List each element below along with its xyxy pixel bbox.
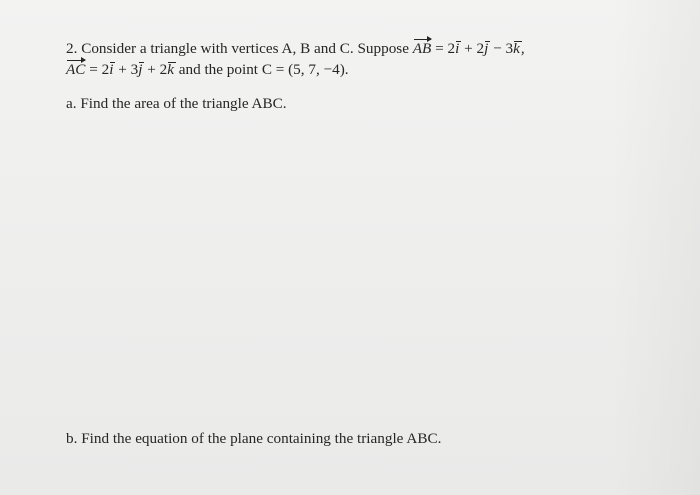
equals-sign: =: [89, 61, 98, 78]
question-line-2: [66, 58, 349, 79]
plus-sign: +: [118, 61, 127, 78]
ac-coef-2: 3: [130, 61, 139, 78]
unit-vector-i: i: [109, 61, 114, 78]
vector-ab: AB: [413, 37, 432, 58]
ab-coef-1: 2: [447, 40, 456, 57]
plus-sign: +: [147, 61, 156, 78]
ab-coef-2: 2: [476, 40, 485, 57]
unit-vector-j: j: [484, 40, 489, 57]
point-c-text: and the point C = (5, 7, −4).: [178, 61, 349, 78]
part-b-prompt: b. Find the equation of the plane containing the triangle ABC.: [66, 430, 442, 447]
unit-vector-k: k: [513, 40, 520, 57]
comma: ,: [520, 40, 525, 57]
equals-sign: =: [435, 40, 444, 57]
unit-vector-i: i: [455, 40, 460, 57]
question-intro: Consider a triangle with vertices A, B and C. Suppose: [81, 40, 409, 57]
unit-vector-j: j: [138, 61, 143, 78]
part-a-prompt: a. Find the area of the triangle ABC.: [66, 95, 287, 112]
ac-coef-3: 2: [159, 61, 168, 78]
minus-sign: −: [493, 40, 502, 57]
ac-coef-1: 2: [101, 61, 110, 78]
vector-ac: AC: [66, 58, 85, 79]
question-line-1: [66, 37, 525, 58]
ab-coef-3: 3: [505, 40, 514, 57]
unit-vector-k: k: [167, 61, 174, 78]
plus-sign: +: [464, 40, 473, 57]
question-number: 2.: [66, 40, 78, 57]
